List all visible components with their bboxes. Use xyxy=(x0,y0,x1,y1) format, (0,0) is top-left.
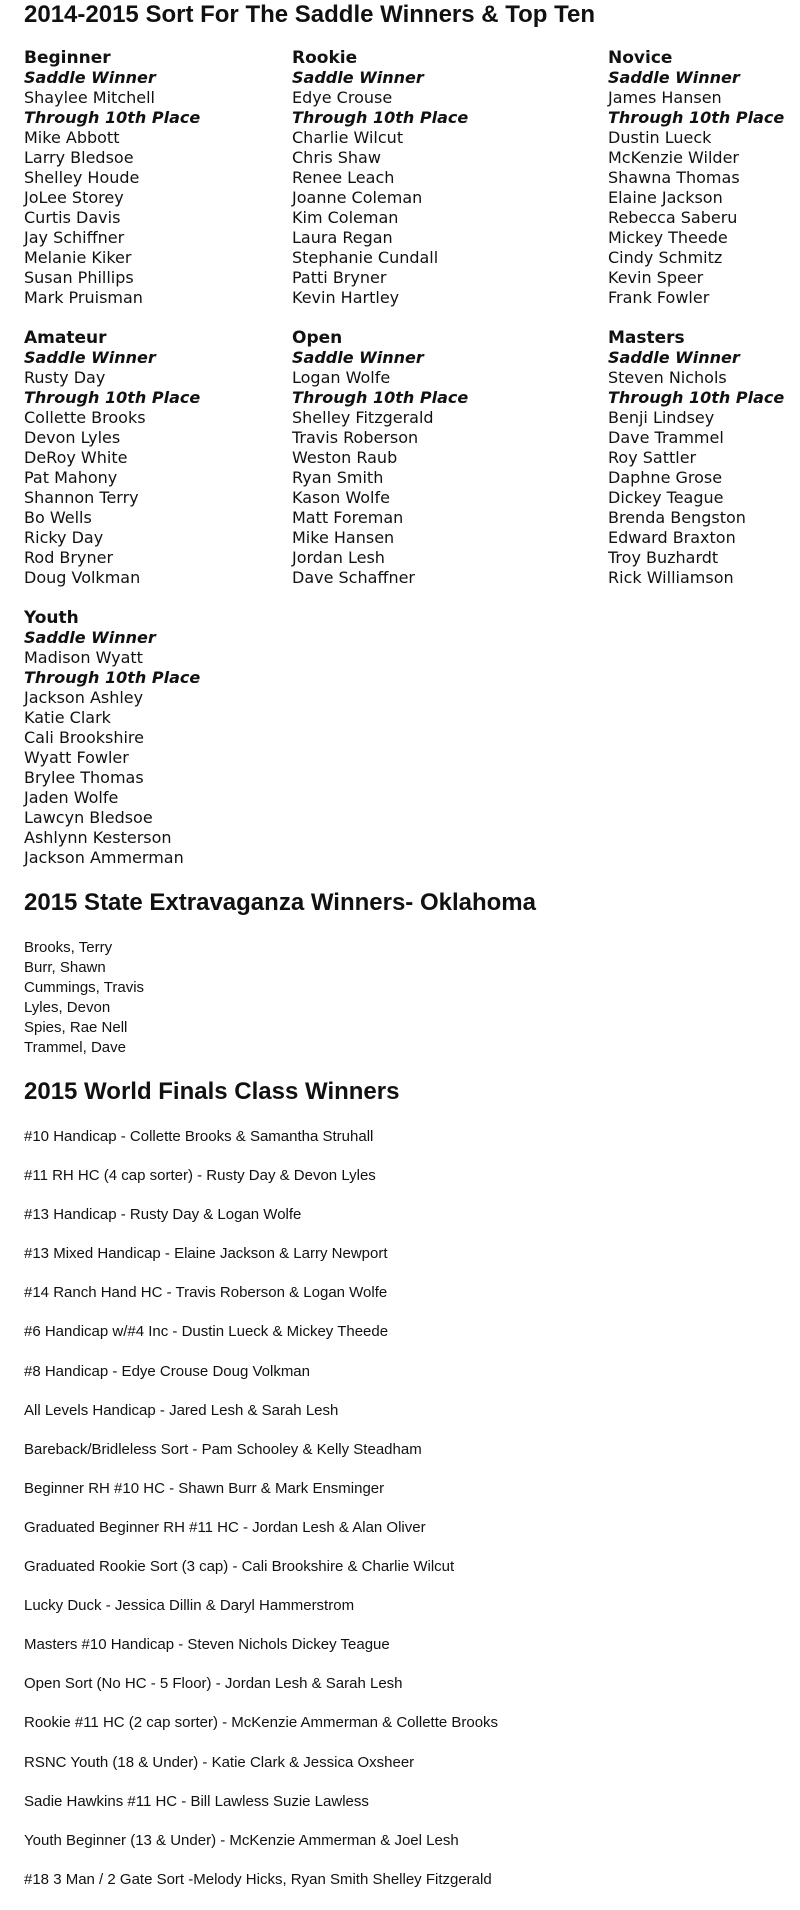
group-beginner xyxy=(24,48,284,308)
list-item: #11 RH HC (4 cap sorter) - Rusty Day & Devon Lyles xyxy=(24,1167,376,1185)
list-item: Larry Bledsoe xyxy=(24,148,134,167)
group-name: Beginner xyxy=(24,48,111,68)
list-item: Travis Roberson xyxy=(292,428,419,447)
list-item: Brooks, Terry xyxy=(24,939,113,956)
list-item: Doug Volkman xyxy=(24,568,141,587)
saddle-winner: Madison Wyatt xyxy=(24,648,143,667)
top-ten-label: Through 10th Place xyxy=(292,388,469,407)
list-item: Lucky Duck - Jessica Dillin & Daryl Hammerstrom xyxy=(24,1597,355,1615)
list-item: Shelley Houde xyxy=(24,168,140,187)
group-masters xyxy=(608,328,794,588)
list-item: DeRoy White xyxy=(24,448,128,467)
list-item: Laura Regan xyxy=(292,228,393,247)
list-item: Youth Beginner (13 & Under) - McKenzie Ammerman & Joel Lesh xyxy=(24,1831,459,1849)
list-item: Lyles, Devon xyxy=(24,999,111,1016)
list-item: Spies, Rae Nell xyxy=(24,1019,128,1036)
list-item: Chris Shaw xyxy=(292,148,381,167)
group-name: Open xyxy=(292,328,343,348)
list-item: #13 Mixed Handicap - Elaine Jackson & Larry Newport xyxy=(24,1245,388,1263)
state-title: 2015 State Extravaganza Winners- Oklahoma xyxy=(24,889,536,916)
list-item: #8 Handicap - Edye Crouse Doug Volkman xyxy=(24,1362,310,1380)
list-item: Charlie Wilcut xyxy=(292,128,404,147)
group-name: Novice xyxy=(608,48,673,68)
finals-winners-list xyxy=(24,1127,498,1909)
list-item: Rebecca Saberu xyxy=(608,208,738,227)
list-item: Burr, Shawn xyxy=(24,959,106,976)
list-item: Susan Phillips xyxy=(24,268,134,287)
list-item: Dickey Teague xyxy=(608,488,724,507)
top-ten-label: Through 10th Place xyxy=(292,108,469,127)
list-item: Benji Lindsey xyxy=(608,408,715,427)
list-item: Shawna Thomas xyxy=(608,168,740,187)
group-open xyxy=(292,328,552,588)
list-item: Jaden Wolfe xyxy=(24,788,119,807)
list-item: Patti Bryner xyxy=(292,268,387,287)
list-item: Kim Coleman xyxy=(292,208,399,227)
list-item: Mike Hansen xyxy=(292,528,395,547)
list-item: Dave Schaffner xyxy=(292,568,416,587)
list-item: Joanne Coleman xyxy=(292,188,423,207)
group-rookie xyxy=(292,48,552,308)
list-item: Katie Clark xyxy=(24,708,111,727)
list-item: Daphne Grose xyxy=(608,468,723,487)
list-item: Weston Raub xyxy=(292,448,398,467)
saddle-winner: Edye Crouse xyxy=(292,88,393,107)
list-item: RSNC Youth (18 & Under) - Katie Clark & Jessica Oxsheer xyxy=(24,1753,415,1771)
list-item: Mark Pruisman xyxy=(24,288,143,307)
list-item: Edward Braxton xyxy=(608,528,736,547)
top-ten-label: Through 10th Place xyxy=(24,668,201,687)
list-item: Ricky Day xyxy=(24,528,104,547)
list-item: JoLee Storey xyxy=(24,188,124,207)
list-item: Beginner RH #10 HC - Shawn Burr & Mark Ensminger xyxy=(24,1479,385,1497)
saddle-label: Saddle Winner xyxy=(292,348,424,367)
list-item: Rookie #11 HC (2 cap sorter) - McKenzie Ammerman & Collette Brooks xyxy=(24,1714,499,1732)
list-item: #14 Ranch Hand HC - Travis Roberson & Logan Wolfe xyxy=(24,1284,388,1302)
list-item: Mike Abbott xyxy=(24,128,120,147)
list-item: Mickey Theede xyxy=(608,228,728,247)
list-item: Renee Leach xyxy=(292,168,395,187)
list-item: Open Sort (No HC - 5 Floor) - Jordan Lesh & Sarah Lesh xyxy=(24,1675,403,1693)
list-item: Lawcyn Bledsoe xyxy=(24,808,153,827)
list-item: Graduated Beginner RH #11 HC - Jordan Lesh & Alan Oliver xyxy=(24,1518,426,1536)
top-ten-label: Through 10th Place xyxy=(24,388,201,407)
saddle-winner: James Hansen xyxy=(608,88,722,107)
list-item: #18 3 Man / 2 Gate Sort -Melody Hicks, Ryan Smith Shelley Fitzgerald xyxy=(24,1870,492,1888)
list-item: Jay Schiffner xyxy=(24,228,125,247)
saddle-label: Saddle Winner xyxy=(24,68,156,87)
list-item: Rod Bryner xyxy=(24,548,114,567)
saddle-label: Saddle Winner xyxy=(24,628,156,647)
list-item: Elaine Jackson xyxy=(608,188,723,207)
list-item: Jackson Ammerman xyxy=(24,848,184,867)
top-ten-label: Through 10th Place xyxy=(608,388,785,407)
list-item: Cindy Schmitz xyxy=(608,248,723,267)
list-item: McKenzie Wilder xyxy=(608,148,739,167)
list-item: #6 Handicap w/#4 Inc - Dustin Lueck & Mickey Theede xyxy=(24,1323,389,1341)
saddle-winner: Shaylee Mitchell xyxy=(24,88,155,107)
group-name: Rookie xyxy=(292,48,358,68)
list-item: Roy Sattler xyxy=(608,448,697,467)
list-item: Ryan Smith xyxy=(292,468,384,487)
list-item: Shannon Terry xyxy=(24,488,139,507)
list-item: Bareback/Bridleless Sort - Pam Schooley & Kelly Steadham xyxy=(24,1440,422,1458)
list-item: Graduated Rookie Sort (3 cap) - Cali Brookshire & Charlie Wilcut xyxy=(24,1558,455,1576)
list-item: Jordan Lesh xyxy=(292,548,385,567)
group-name: Youth xyxy=(24,608,79,628)
sort-title: 2014-2015 Sort For The Saddle Winners & Top Ten xyxy=(24,1,596,28)
list-item: Melanie Kiker xyxy=(24,248,132,267)
list-item: Pat Mahony xyxy=(24,468,118,487)
list-item: Troy Buzhardt xyxy=(608,548,719,567)
list-item: Frank Fowler xyxy=(608,288,710,307)
list-item: Matt Foreman xyxy=(292,508,404,527)
list-item: Brenda Bengston xyxy=(608,508,746,527)
list-item: Cali Brookshire xyxy=(24,728,144,747)
saddle-label: Saddle Winner xyxy=(608,68,740,87)
finals-title: 2015 World Finals Class Winners xyxy=(24,1078,400,1105)
list-item: Dave Trammel xyxy=(608,428,724,447)
list-item: #10 Handicap - Collette Brooks & Samantha Struhall xyxy=(24,1128,374,1145)
list-item: Rick Williamson xyxy=(608,568,734,587)
list-item: Shelley Fitzgerald xyxy=(292,408,434,427)
saddle-winner: Steven Nichols xyxy=(608,368,727,387)
list-item: Devon Lyles xyxy=(24,428,121,447)
list-item: Wyatt Fowler xyxy=(24,748,129,767)
list-item: Ashlynn Kesterson xyxy=(24,828,172,847)
state-winners-list xyxy=(24,938,144,1058)
list-item: Kevin Hartley xyxy=(292,288,400,307)
list-item: Bo Wells xyxy=(24,508,92,527)
saddle-label: Saddle Winner xyxy=(608,348,740,367)
list-item: #13 Handicap - Rusty Day & Logan Wolfe xyxy=(24,1206,302,1224)
group-name: Amateur xyxy=(24,328,107,348)
group-youth xyxy=(24,608,284,868)
group-name: Masters xyxy=(608,328,685,348)
saddle-winner: Logan Wolfe xyxy=(292,368,391,387)
list-item: Stephanie Cundall xyxy=(292,248,439,267)
list-item: Jackson Ashley xyxy=(24,688,144,707)
saddle-winner: Rusty Day xyxy=(24,368,106,387)
list-item: Curtis Davis xyxy=(24,208,121,227)
saddle-label: Saddle Winner xyxy=(24,348,156,367)
list-item: Sadie Hawkins #11 HC - Bill Lawless Suzie Lawless xyxy=(24,1792,369,1810)
list-item: Trammel, Dave xyxy=(24,1039,126,1056)
list-item: All Levels Handicap - Jared Lesh & Sarah Lesh xyxy=(24,1401,339,1419)
list-item: Collette Brooks xyxy=(24,408,146,427)
group-novice xyxy=(608,48,794,308)
saddle-label: Saddle Winner xyxy=(292,68,424,87)
list-item: Cummings, Travis xyxy=(24,979,145,996)
group-amateur xyxy=(24,328,284,588)
list-item: Dustin Lueck xyxy=(608,128,712,147)
list-item: Kason Wolfe xyxy=(292,488,390,507)
top-ten-label: Through 10th Place xyxy=(24,108,201,127)
top-ten-label: Through 10th Place xyxy=(608,108,785,127)
list-item: Brylee Thomas xyxy=(24,768,144,787)
list-item: Kevin Speer xyxy=(608,268,704,287)
list-item: Masters #10 Handicap - Steven Nichols Dickey Teague xyxy=(24,1636,390,1654)
